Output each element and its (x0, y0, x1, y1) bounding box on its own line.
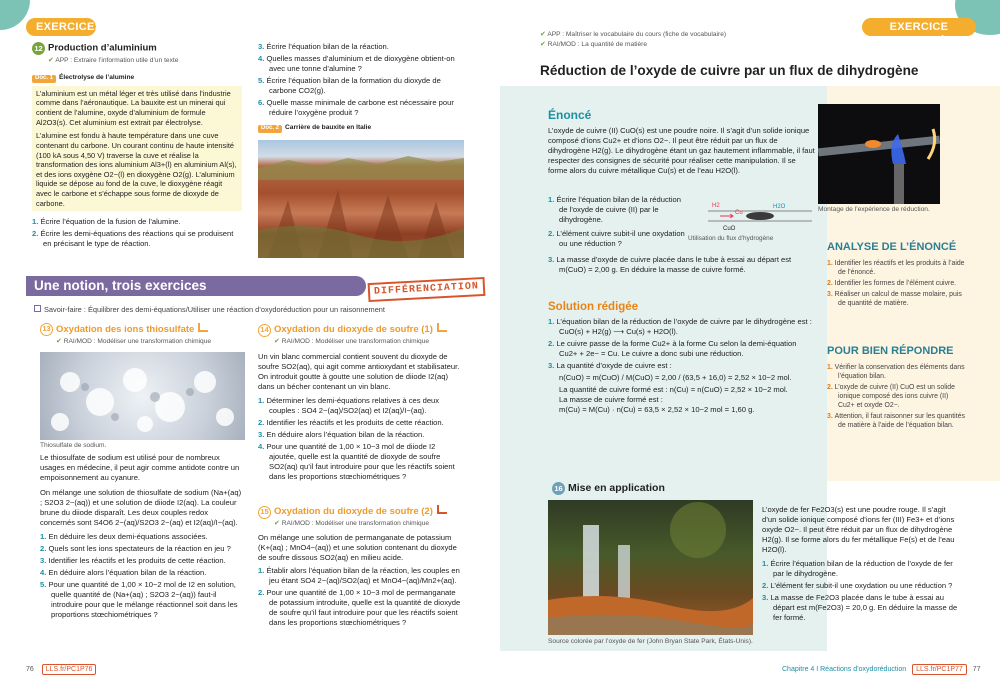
exercise-12 (32, 42, 242, 251)
enonce-heading: Énoncé (548, 108, 592, 122)
skill-label: RAI/MOD : Modéliser une transformation chimique (63, 337, 212, 345)
solution-heading: Solution rédigée (548, 301, 639, 313)
question: 1. Déterminer les demi-équations relatives à ces deux couples : SO4 2−(aq)/SO2(aq) et I2(aq)/I−(aq). (258, 396, 440, 416)
difficulty-icon (198, 323, 208, 332)
check-icon: ✔ (48, 57, 54, 65)
question: 2. Pour une quantité de 1,00 × 10−3 mol de permanganate de potassium introduite, quelle est la quantité de dioxyde de soufre qu’il faut introduire pour que les réactifs soient dans les proportions stœchiométriques ? (258, 588, 461, 628)
corrige-title: Réduction de l’oxyde de cuivre par un flux de dihydrogène (540, 63, 919, 78)
diagram-label-cuo: CuO (723, 226, 736, 232)
hint-item: 1. Vérifier la conservation des éléments dans l’équation bilan. (827, 363, 965, 380)
exercise-number: 15 (258, 506, 271, 519)
thiosulfate-caption: Thiosulfate de sodium. (40, 442, 107, 449)
chapter-label: Chapitre 4 I Réactions d’oxydoréduction (782, 666, 907, 673)
exercise-number: 12 (32, 42, 45, 55)
notion-banner-title: Une notion, trois exercices (34, 278, 207, 293)
enonce-section (548, 108, 816, 176)
exercise-16-body (762, 505, 960, 625)
doc-title: Carrière de bauxite en Italie (285, 124, 372, 132)
question: 4. Quelles masses d’aluminium et de dioxygène obtient-on avec une tonne d’alumine ? (258, 54, 455, 74)
notion-banner (26, 276, 366, 296)
exercise-title: Production d’aluminium (48, 42, 157, 54)
savoir-faire: Savoir-faire : Équilibrer des demi-équations/Utiliser une réaction d’oxydoréduction pour un raisonnement (34, 305, 385, 315)
question: 2. L’élément fer subit-il une oxydation ou une réduction ? (762, 581, 953, 591)
thiosulfate-photo (40, 352, 245, 440)
exercices-tab: EXERCICES (26, 18, 96, 36)
question: 3. En déduire alors l’équation bilan de la réaction. (258, 430, 425, 440)
exercise-title: Oxydation du dioxyde de soufre (2) (274, 506, 433, 517)
exercise-title: Mise en application (568, 482, 665, 494)
doc1-paragraph: L’aluminium est un métal léger et très utilisé dans l’industrie comme dans l’aéronautique. La bauxite est un minerai qui contient de l’alumine, oxyde d’aluminium de formule Al2O3(s). Cet aluminium est extrait par électrolyse. (36, 88, 231, 127)
check-icon: ✔ (540, 31, 546, 38)
experiment-photo (818, 104, 940, 204)
check-icon: ✔ (540, 41, 546, 49)
corrige-skills: ✔ APP : Maîtriser le vocabulaire du cours (fiche de vocabulaire) ✔ RAI/MOD : La quantité de matière (540, 31, 727, 49)
diagram-label-h2o: H2O (773, 204, 786, 210)
paragraph: Le thiosulfate de sodium est utilisé pour de nombreux usages en médecine, il peut agir comme antidote contre un empoisonnement au cyanure. (40, 453, 240, 483)
differenciation-stamp: DIFFÉRENCIATION (368, 277, 486, 302)
question: 2. Écrire les demi-équations des réactions qui se produisent en précisant le type de réaction. (32, 229, 234, 249)
question: 1. Écrire l’équation de la fusion de l’alumine. (32, 217, 181, 227)
question: 4. En déduire alors l’équation bilan de la réaction. (40, 568, 207, 578)
exercise-number: 14 (258, 324, 271, 337)
analyse-section (827, 240, 965, 310)
question: 4. Pour une quantité de 1,00 × 10−3 mol de diiode I2 ajoutée, quelle est la quantité de dioxyde de soufre SO2(aq) qu’il faut introduire pour que les réactifs soient dans les proportions stœchiométriques ? (258, 442, 455, 482)
paragraph: L’oxyde de fer Fe2O3(s) est une poudre rouge. Il s’agit d’un solide ionique composé d’ions fer (III) Fe3+ et d’ions oxyde O2−. Il peut être réduit par un flux de dihydrogène H2(g). Il se forme alors du fer métallique Fe(s) et de l’eau H2O(l). (762, 505, 955, 555)
exercise-14 (258, 323, 463, 484)
enonce-question-3 (548, 255, 816, 277)
question: 1. Établir alors l’équation bilan de la réaction, les couples en jeu étant SO4 2−(aq)/SO2(aq) et MnO4−(aq)/Mn2+(aq). (258, 566, 460, 586)
question: 1. Écrire l’équation bilan de la réduction de l’oxyde de cuivre (II) par le dihydrogène. (548, 195, 681, 225)
question: 5. Écrire l’équation bilan de la formation du dioxyde de carbone CO2(g). (258, 76, 441, 96)
page-number: 76 (26, 666, 34, 673)
exercise-title: Oxydation du dioxyde de soufre (1) (274, 324, 433, 335)
exercise-16-header (552, 482, 665, 496)
doc-badge: Doc. 2 (258, 125, 282, 133)
difficulty-icon (437, 323, 447, 332)
question: 2. Identifier les réactifs et les produits de cette réaction. (258, 418, 444, 428)
experiment-caption: Montage de l’expérience de réduction. (818, 206, 930, 213)
difficulty-icon (437, 505, 447, 514)
exercise-number: 16 (552, 482, 565, 495)
question: 2. Quels sont les ions spectateurs de la réaction en jeu ? (40, 544, 231, 554)
paragraph: On mélange une solution de permanganate de potassium (K+(aq) ; MnO4−(aq)) et une solution contenant du dioxyde de soufre dissous SO2(aq) en milieu acide. (258, 533, 457, 563)
analyse-heading: ANALYSE DE L’ÉNONCÉ (827, 241, 957, 253)
doc1-paragraph: L’alumine est fondu à haute température dans une cuve contenant du carbone. Un courant continu de haute intensité (100 kA sous 4,50 V) traverse la cuve et réalise la transformation des ions aluminium Al3+(l) en aluminium Al(s), et des ions oxygène O2−(l) en dioxygène O2(g). L’aluminium liquide se dépose au fond de la cuve, le dioxygène réagit avec le carbone et s’échappe sous forme de dioxyde de carbone. (36, 131, 237, 208)
doc-title: Électrolyse de l’alumine (59, 73, 135, 81)
exercise-12-continued (258, 42, 463, 133)
formula-line: m(Cu) = M(Cu) · n(Cu) = 63,5 × 2,52 × 10−2 mol = 1,60 g. (559, 405, 755, 415)
solution-item: 1. L’équation bilan de la réduction de l’oxyde de cuivre par le dihydrogène est : CuO(s) + H2(g) ⟶ Cu(s) + H2O(l). (548, 317, 812, 337)
footer-left (26, 664, 96, 675)
solution-line: La masse de cuivre formé est : (559, 395, 663, 405)
exercise-number: 13 (40, 323, 53, 336)
exercice-corrige-tab: EXERCICE CORRIGÉ (862, 18, 976, 36)
exercise-title: Oxydation des ions thiosulfate (56, 324, 195, 335)
enonce-questions (548, 195, 688, 251)
solution-section (548, 300, 816, 415)
footer-right (782, 664, 981, 675)
tube-diagram (688, 193, 820, 248)
check-icon: ✔ (56, 337, 62, 345)
iron-oxide-spring-photo (548, 500, 753, 635)
exercise-13-body (40, 453, 245, 622)
check-icon: ✔ (274, 519, 280, 527)
solution-item: 2. Le cuivre passe de la forme Cu2+ à la forme Cu selon la demi-équation Cu2+ + 2e− = Cu. Le cuivre a donc subi une réduction. (548, 339, 797, 359)
exercise-13 (40, 323, 245, 346)
formula-line: n(CuO) = m(CuO) / M(CuO) = 2,00 / (63,5 + 16,0) = 2,52 × 10−2 mol. (559, 373, 792, 383)
repondre-section (827, 344, 965, 432)
lls-link[interactable]: LLS.fr/PC1P77 (912, 664, 967, 675)
check-icon: ✔ (274, 337, 280, 345)
question: 2. L’élément cuivre subit-il une oxydation ou une réduction ? (548, 229, 685, 249)
diagram-label-cu: Cu (735, 210, 743, 216)
paragraph: On mélange une solution de thiosulfate de sodium (Na+(aq) ; S2O3 2−(aq)) et une solution de diiode I2(aq). La couleur brune du diiode disparaît. Les deux couples redox concernés sont S4O6 2−(aq)/S2O3 2−(aq) et I2(aq)/I−(aq). (40, 488, 242, 528)
page-number: 77 (972, 666, 981, 673)
question: 3. Écrire l’équation bilan de la réaction. (258, 42, 389, 51)
question: 5. Pour une quantité de 1,00 × 10−2 mol de I2 en solution, quelle quantité de (Na+(aq) ; S2O3 2−(aq)) faut-il introduire pour que le mélange réactionnel soit dans les proportions stœchiométriques ? (40, 580, 238, 620)
repondre-heading: POUR BIEN RÉPONDRE (827, 345, 954, 357)
exercise-15 (258, 505, 463, 630)
paragraph: Un vin blanc commercial contient souvent du dioxyde de soufre SO2(aq), qui agit comme antioxydant et stabilisateur. On introduit goutte à goutte une solution de diiode I2(aq) dans un bécher contenant un vin blanc. (258, 352, 460, 392)
paragraph: L’oxyde de cuivre (II) CuO(s) est une poudre noire. Il s’agit d’un solide ionique composé d’ions Cu2+ et d’ions O2−. Il peut être réduit par un flux de dihydrogène H2(g). Le dihydrogène étant un gaz hautement inflammable, il faut respecter des consignes de sécurité pour réaliser cette manipulation. Il se forme alors du cuivre métallique Cu(s) et de l’eau H2O(l). (548, 125, 815, 175)
lls-link[interactable]: LLS.fr/PC1P76 (42, 664, 97, 675)
skill-label: RAI/MOD : Modéliser une transformation chimique (281, 337, 430, 345)
skill-label: RAI/MOD : Modéliser une transformation chimique (281, 519, 430, 527)
doc1-box (32, 86, 242, 212)
skill-label: APP : Extraire l’information utile d’un texte (55, 57, 179, 65)
hint-item: 2. Identifier les formes de l’élément cuivre. (827, 279, 957, 287)
solution-item: 3. La quantité d’oxyde de cuivre est : (548, 361, 672, 371)
diagram-caption: Utilisation du flux d’hydrogène (688, 235, 774, 242)
question: 6. Quelle masse minimale de carbone est nécessaire pour réduire l’oxygène produit ? (258, 98, 454, 118)
spring-caption: Source colorée par l’oxyde de fer (John Bryan State Park, États-Unis). (548, 638, 753, 645)
checkbox-icon (34, 305, 41, 312)
hint-item: 3. Réaliser un calcul de masse molaire, puis de quantité de matière. (827, 290, 962, 307)
question: 1. Écrire l’équation bilan de la réduction de l’oxyde de fer par le dihydrogène. (762, 559, 953, 579)
diagram-label-h2: H2 (712, 203, 720, 209)
hint-item: 1. Identifier les réactifs et les produits à l’aide de l’énoncé. (827, 259, 965, 276)
question: 3. La masse d’oxyde de cuivre placée dans le tube à essai au départ est m(CuO) = 2,00 g. En déduire la masse de cuivre formé. (548, 255, 792, 275)
question: 3. La masse de Fe2O3 placée dans le tube à essai au départ est m(Fe2O3) = 20,0 g. En déduire la masse de fer formé. (762, 593, 958, 623)
doc-badge: Doc. 1 (32, 75, 56, 83)
hint-item: 2. L’oxyde de cuivre (II) CuO est un solide ionique composé des ions cuivre (II) Cu2+ et oxyde O2−. (827, 383, 955, 409)
question: 3. Identifier les réactifs et les produits de cette réaction. (40, 556, 226, 566)
question: 1. En déduire les deux demi-équations associées. (40, 532, 208, 542)
solution-line: La quantité de cuivre formé est : n(Cu) = n(CuO) = 2,52 × 10−2 mol. (559, 385, 788, 395)
hint-item: 3. Attention, il faut raisonner sur les quantités de matière à l’aide de l’équation bilan. (827, 413, 965, 430)
bauxite-quarry-photo (258, 140, 464, 258)
